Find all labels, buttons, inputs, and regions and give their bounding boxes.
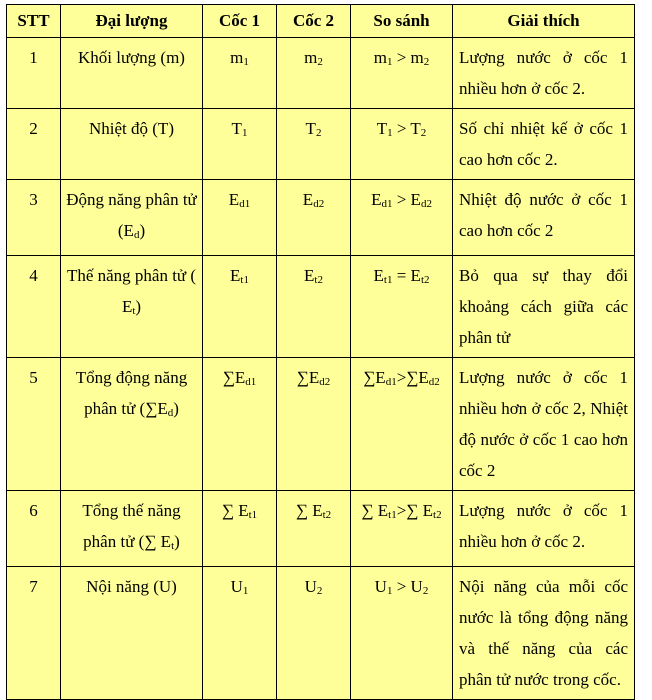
header-cup2: Cốc 2: [277, 5, 351, 38]
cell-text: T: [305, 119, 316, 138]
subscript: 1: [386, 56, 393, 68]
table-row: [7, 491, 635, 567]
cell-explain: Lượng nước ở cốc 1 nhiều hơn ở cốc 2, Nhiệt độ nước ở cốc 1 cao hơn cốc 2: [453, 358, 635, 491]
header-stt: STT: [7, 5, 61, 38]
cell-quantity: [61, 358, 203, 491]
cell-text: ∑ E: [295, 501, 323, 520]
cell-cup1: [203, 38, 277, 109]
subscript: d1: [381, 198, 393, 210]
cell-quantity: [61, 491, 203, 567]
cell-text: E: [373, 266, 384, 285]
subscript: 2: [420, 127, 427, 139]
table-row: [7, 109, 635, 180]
subscript: 2: [316, 585, 323, 597]
cell-text: > m: [392, 48, 424, 67]
table-row: [7, 358, 635, 491]
cell-compare: [351, 256, 453, 358]
cell-text: ): [139, 221, 146, 240]
comparison-table: [6, 4, 635, 700]
subscript: d2: [428, 376, 440, 388]
cell-text: > T: [392, 119, 421, 138]
subscript: t1: [388, 509, 397, 521]
cell-explain: Nội năng của mỗi cốc nước là tổng động năng và thế năng của các phân tử nước trong cốc.: [453, 567, 635, 700]
cell-text: m: [304, 48, 318, 67]
cell-text: U: [304, 577, 317, 596]
subscript: t2: [433, 509, 442, 521]
cell-stt: 1: [7, 38, 61, 109]
subscript: t1: [383, 274, 393, 286]
subscript: t: [171, 540, 175, 552]
cell-text: T: [231, 119, 242, 138]
cell-text: ∑ E: [361, 501, 389, 520]
subscript: d: [133, 229, 140, 241]
cell-cup2: [277, 491, 351, 567]
cell-text: E: [371, 190, 382, 209]
cell-cup2: [277, 358, 351, 491]
cell-text: ∑ E: [221, 501, 249, 520]
cell-text: ∑E: [222, 368, 246, 387]
table-row: [7, 567, 635, 700]
cell-stt: 3: [7, 180, 61, 256]
subscript: d2: [313, 198, 325, 210]
cell-text: Khối lượng (m): [78, 48, 185, 67]
subscript: t1: [240, 274, 249, 286]
cell-text: U: [374, 577, 387, 596]
cell-stt: 7: [7, 567, 61, 700]
table-row: [7, 256, 635, 358]
subscript: t: [132, 305, 136, 317]
subscript: 2: [315, 127, 322, 139]
cell-cup1: [203, 491, 277, 567]
cell-cup1: [203, 256, 277, 358]
cell-text: E: [230, 266, 241, 285]
header-explain: Giải thích: [453, 5, 635, 38]
cell-quantity: [61, 109, 203, 180]
subscript: 2: [423, 56, 430, 68]
cell-text: >∑ E: [396, 501, 434, 520]
table-header-row: [7, 5, 635, 38]
subscript: 1: [241, 127, 248, 139]
subscript: 2: [317, 56, 323, 68]
subscript: t2: [322, 509, 332, 521]
cell-cup1: [203, 567, 277, 700]
subscript: 1: [386, 585, 393, 597]
cell-cup2: [277, 567, 351, 700]
cell-text: U: [230, 577, 243, 596]
cell-cup2: [277, 180, 351, 256]
cell-text: = E: [392, 266, 421, 285]
cell-text: T: [376, 119, 388, 138]
cell-cup2: [277, 256, 351, 358]
subscript: d1: [245, 376, 257, 388]
cell-text: E: [228, 190, 240, 209]
cell-compare: [351, 358, 453, 491]
cell-text: >∑E: [396, 368, 429, 387]
cell-cup1: [203, 358, 277, 491]
cell-compare: [351, 491, 453, 567]
table-row: [7, 180, 635, 256]
cell-text: > E: [392, 190, 421, 209]
cell-explain: Lượng nước ở cốc 1 nhiều hơn ở cốc 2.: [453, 491, 635, 567]
cell-text: ∑E: [363, 368, 386, 387]
subscript: d: [167, 407, 174, 419]
cell-explain: Nhiệt độ nước ở cốc 1 cao hơn cốc 2: [453, 180, 635, 256]
cell-text: E: [304, 266, 315, 285]
cell-compare: [351, 38, 453, 109]
header-compare: So sánh: [351, 5, 453, 38]
subscript: t1: [248, 509, 258, 521]
cell-explain: Bỏ qua sự thay đổi khoảng cách giữa các phân tử: [453, 256, 635, 358]
cell-compare: [351, 109, 453, 180]
subscript: d2: [319, 376, 331, 388]
cell-text: E: [302, 190, 314, 209]
cell-text: m: [373, 48, 387, 67]
table-row: [7, 38, 635, 109]
subscript: d1: [385, 376, 397, 388]
cell-stt: 6: [7, 491, 61, 567]
cell-text: ∑E: [296, 368, 320, 387]
cell-compare: [351, 567, 453, 700]
cell-text: > U: [392, 577, 423, 596]
cell-quantity: [61, 256, 203, 358]
cell-text: Động năng phân tử (E: [66, 190, 197, 240]
subscript: t2: [314, 274, 323, 286]
cell-stt: 5: [7, 358, 61, 491]
cell-cup1: [203, 180, 277, 256]
subscript: 1: [242, 585, 249, 597]
cell-stt: 4: [7, 256, 61, 358]
subscript: 1: [243, 56, 249, 68]
header-quantity: Đại lượng: [61, 5, 203, 38]
cell-quantity: [61, 180, 203, 256]
cell-compare: [351, 180, 453, 256]
cell-cup2: [277, 38, 351, 109]
subscript: d1: [239, 198, 251, 210]
cell-text: Nội năng (U): [86, 577, 177, 596]
cell-text: ): [174, 532, 180, 551]
cell-text: ): [135, 297, 142, 316]
subscript: t2: [420, 274, 430, 286]
cell-explain: Số chỉ nhiệt kế ở cốc 1 cao hơn cốc 2.: [453, 109, 635, 180]
cell-text: m: [230, 48, 244, 67]
cell-quantity: [61, 38, 203, 109]
subscript: d2: [420, 198, 432, 210]
cell-text: ): [173, 399, 179, 418]
subscript: 2: [422, 585, 429, 597]
cell-quantity: [61, 567, 203, 700]
cell-text: Thế năng phân tử ( E: [66, 266, 197, 316]
header-cup1: Cốc 1: [203, 5, 277, 38]
cell-cup2: [277, 109, 351, 180]
cell-cup1: [203, 109, 277, 180]
cell-stt: 2: [7, 109, 61, 180]
cell-text: Tổng thế năng phân tử (∑ E: [82, 501, 181, 551]
cell-text: Tổng động năng phân tử (∑E: [75, 368, 188, 418]
cell-text: Nhiệt độ (T): [89, 119, 174, 138]
subscript: 1: [387, 127, 393, 139]
cell-explain: Lượng nước ở cốc 1 nhiều hơn ở cốc 2.: [453, 38, 635, 109]
